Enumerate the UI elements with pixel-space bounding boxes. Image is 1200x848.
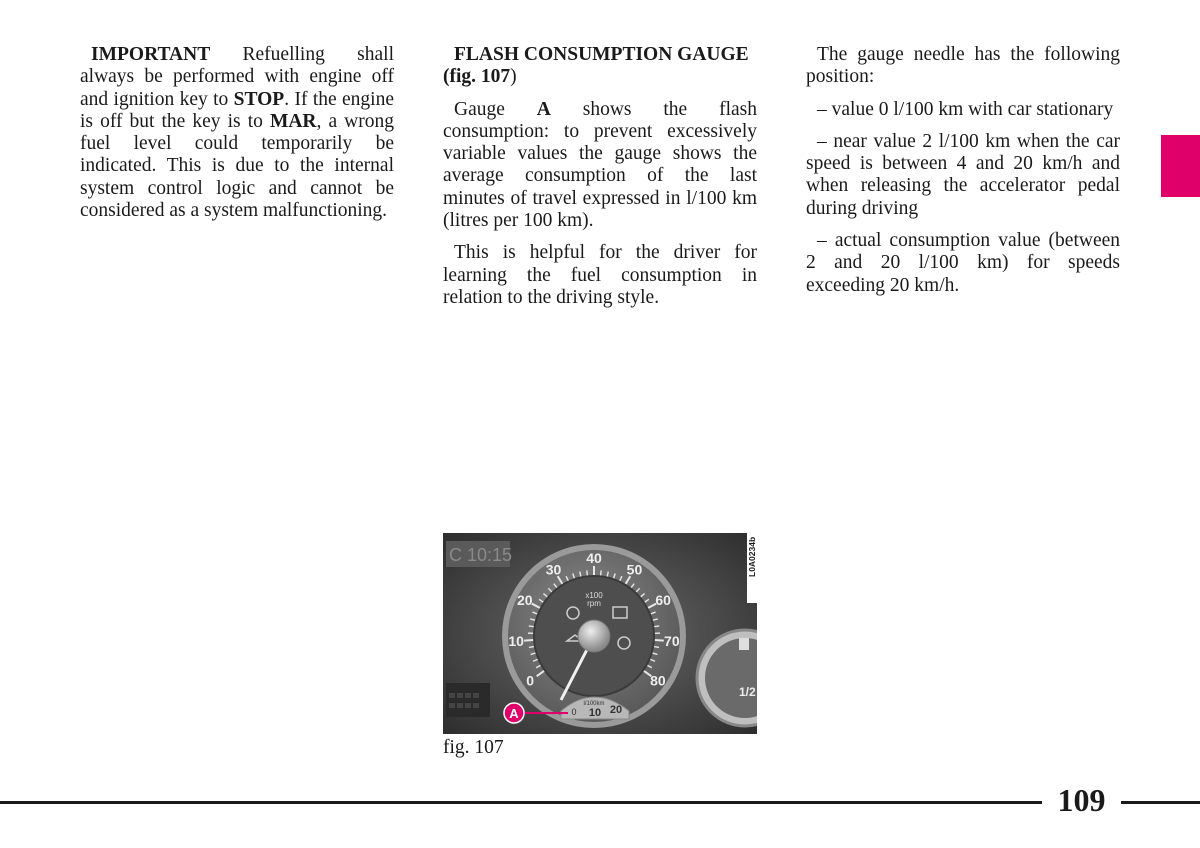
footer-rule-right (1121, 801, 1200, 804)
column-left (80, 44, 394, 232)
tacho-tick (601, 570, 602, 575)
consumption-unit-label: l/100km (583, 701, 605, 707)
tacho-tick (529, 647, 534, 648)
mar-keyword: MAR (269, 110, 317, 132)
note-text: , a wrong fuel level could temporarily be indicated. This is due to the internal system control logic and cannot be considered as a system malfunctioning. (80, 110, 395, 222)
section-heading (443, 44, 757, 89)
paragraph: The gauge needle has the following position: (806, 44, 1120, 88)
tacho-label: 70 (664, 633, 680, 650)
tacho-label: 10 (508, 633, 524, 650)
paragraph (443, 99, 757, 233)
page-number: 109 (1057, 782, 1106, 818)
tacho-label: 50 (626, 561, 643, 578)
tacho-tick (524, 640, 533, 641)
list-item: – value 0 l/100 km with car stationary (817, 98, 1114, 120)
tacho-label: 60 (655, 591, 671, 608)
heading-line-2: (fig. 107 (443, 66, 511, 88)
column-right (806, 44, 1120, 307)
tacho-tick (655, 640, 664, 641)
note-text: Refuelling shall always be performed with engine off and ignition key to (80, 44, 394, 110)
display-segment (446, 683, 490, 717)
consumption-scale-10: 10 (588, 707, 602, 719)
list-item: – near value 2 l/100 km when the car speed is between 4 and 20 km/h and when releasing the accelerator pedal during driving (806, 130, 1120, 219)
section-tab (1161, 135, 1200, 197)
consumption-scale-20: 20 (609, 704, 623, 716)
tacho-tick (529, 626, 534, 627)
note-text: . If the engine is off but the key is to (80, 88, 394, 132)
figure-caption: fig. 107 (443, 737, 504, 758)
fuel-pump-icon (739, 638, 749, 650)
tacho-label: 80 (650, 672, 666, 689)
dashboard-figure (443, 533, 757, 734)
column-middle (443, 44, 757, 319)
para-text: Gauge (454, 98, 537, 120)
rpm-unit-label: x100 (585, 591, 603, 600)
para-text: shows the flash consumption: to prevent excessively variable values the gauge shows the average consumption of the last minutes of travel expressed in l/100 km (litres per 100 km). (443, 98, 757, 232)
paragraph: This is helpful for the driver for learning the fuel consumption in relation to the driving style. (443, 242, 757, 308)
clock-text: 10:15 (467, 545, 513, 565)
gauge-a-label: A (536, 98, 551, 120)
heading-line-1: FLASH CONSUMPTION GAUGE (454, 44, 749, 65)
rpm-unit-label-2: rpm (587, 599, 601, 608)
callout-a-label: A (509, 706, 519, 721)
heading-paren: ) (510, 66, 517, 88)
tacho-tick (654, 647, 659, 648)
important-label: IMPORTANT (91, 44, 211, 65)
needle-hub (578, 620, 610, 652)
tacho-label: 20 (517, 591, 533, 608)
list-item: – actual consumption value (between 2 and 20 l/100 km) for speeds exceeding 20 km/h. (806, 230, 1120, 296)
instrument-cluster-image (443, 533, 757, 734)
clock-glyph: C (449, 545, 462, 565)
tacho-tick (587, 570, 588, 575)
important-note (80, 44, 394, 222)
footer-rule-left (0, 801, 1042, 804)
tacho-label: 30 (545, 561, 562, 578)
consumption-scale-0: 0 (571, 707, 577, 717)
fuel-half-label: 1/2 (739, 685, 756, 699)
tacho-label: 40 (586, 550, 602, 566)
stop-keyword: STOP (233, 88, 285, 110)
tacho-label: 0 (526, 672, 535, 689)
tacho-tick (654, 626, 659, 627)
figure-code: L0A0234b (747, 536, 757, 577)
